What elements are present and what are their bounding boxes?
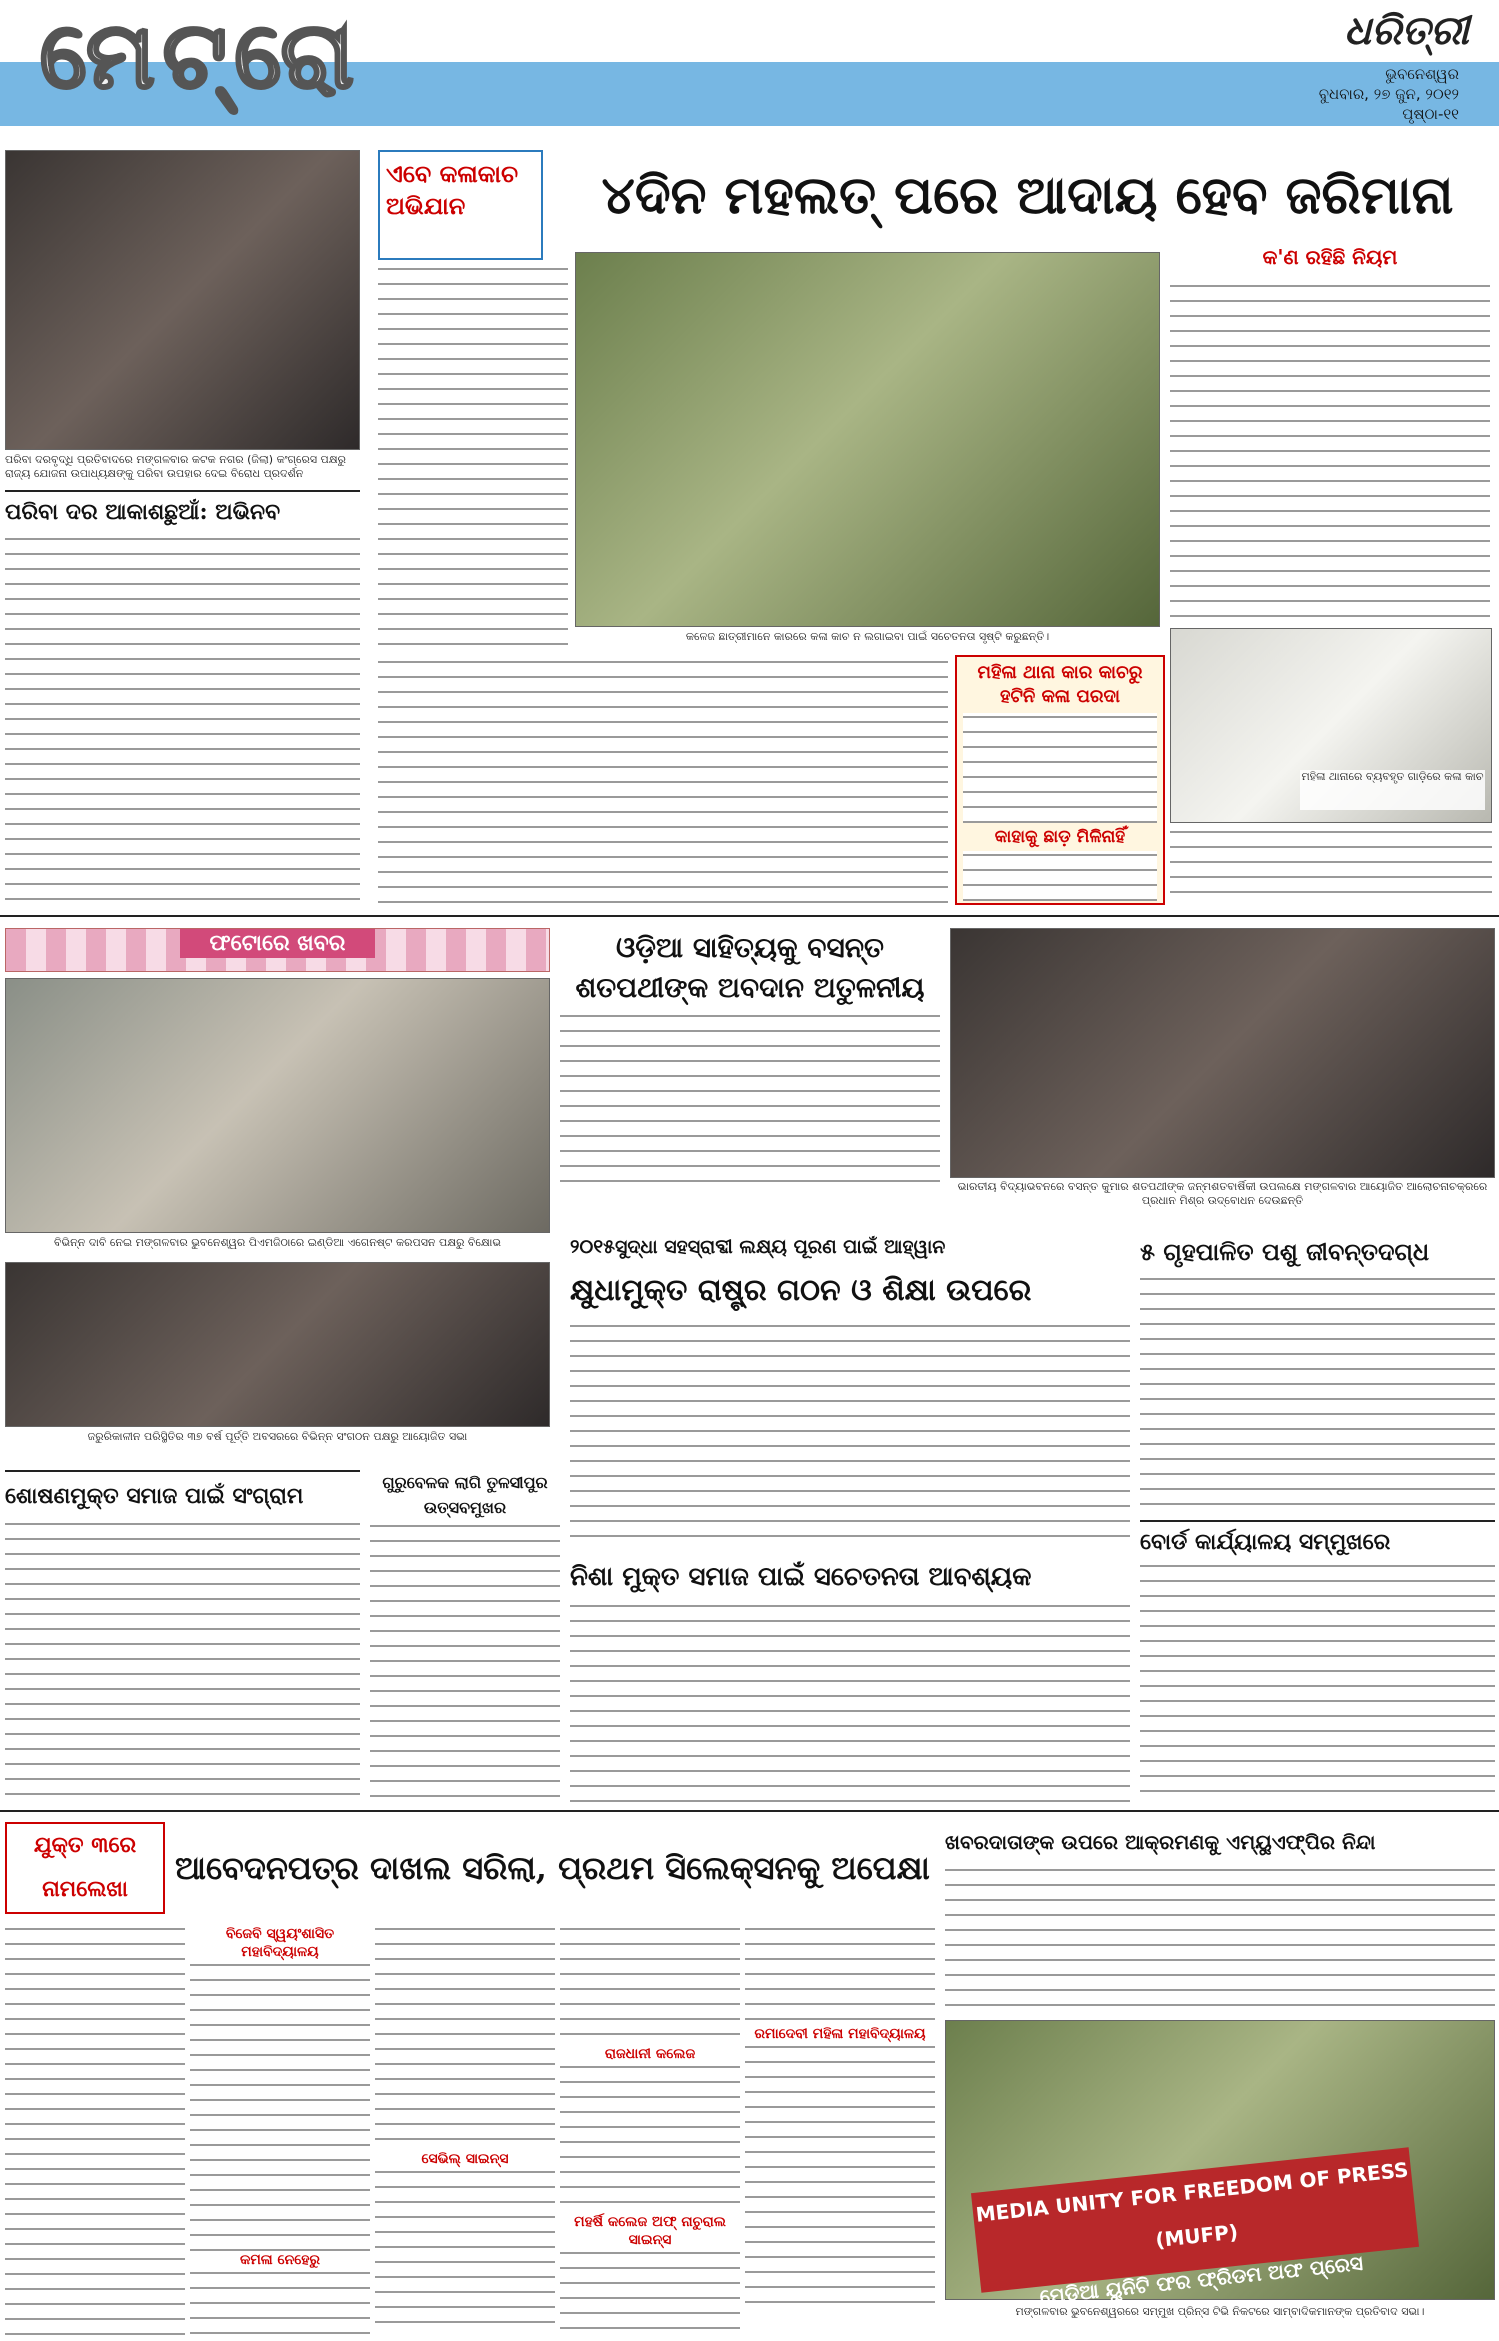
cattle-headline: ୫ ଗୃହପାଳିତ ପଶୁ ଜୀବନ୍ତଦଗ୍ଧ bbox=[1140, 1237, 1430, 1266]
fine-body-col2 bbox=[378, 658, 948, 908]
city: ଭୁବନେଶ୍ୱର bbox=[1385, 65, 1459, 83]
fare-body bbox=[5, 535, 360, 905]
fine-headline: ୪ଦିନ ମହଲତ୍ ପରେ ଆଦାୟ ହେବ ଜରିମାନା bbox=[601, 165, 1454, 226]
plus3-subhead-3: ରମାଦେବୀ ମହିଳା ମହାବିଦ୍ୟାଳୟ bbox=[754, 2026, 926, 2042]
tulasi-headline: ଗୁରୁବେଳକ ଲାଗି ତୁଳସୀପୁର ଉତ୍ସବମୁଖର bbox=[382, 1473, 548, 1517]
fine-photo-caption: କଳେଜ ଛାତ୍ରୀମାନେ କାରରେ କଳା କାଚ ନ ଲଗାଇବା ପାଇଁ ସଚେତନତା ସୃଷ୍ଟି କରୁଛନ୍ତି। bbox=[685, 630, 1050, 643]
goals-body bbox=[570, 1322, 1130, 1547]
photo-news-caption-2: ଜରୁରିକାଳୀନ ପରିସ୍ଥିତିର ୩୭ ବର୍ଷ ପୂର୍ତ୍ତି ଅବସରରେ ବିଭିନ୍ନ ସଂଗଠନ ପକ୍ଷରୁ ଆୟୋଜିତ ସଭା bbox=[87, 1430, 468, 1443]
vasant-headline: ଓଡ଼ିଆ ସାହିତ୍ୟକୁ ବସନ୍ତ ଶତପଥୀଙ୍କ ଅବଦାନ ଅତୁଳନୀୟ bbox=[575, 931, 925, 1004]
fare-photo bbox=[5, 150, 360, 450]
plus3-body-col5a bbox=[745, 1925, 935, 2025]
plus3-col3 bbox=[375, 1925, 555, 2335]
women-police-box-body2 bbox=[963, 851, 1157, 901]
exploit-headline: ଶୋଷଣମୁକ୍ତ ସମାଜ ପାଇଁ ସଂଗ୍ରାମ bbox=[5, 1470, 360, 1518]
women-police-box-title: ମହିଳା ଥାନା କାର କାଚରୁ ହଟିନି କଳା ପରଦା bbox=[977, 662, 1143, 707]
plus3-body-col4a bbox=[560, 1925, 740, 2045]
plus3-body-col2b bbox=[190, 2269, 370, 2339]
fine-body-col1 bbox=[378, 265, 568, 665]
plus3-subhead-2: ରାଜଧାନୀ କଲେଜ bbox=[604, 2046, 696, 2062]
fine-body-col3 bbox=[1170, 828, 1492, 906]
page-number: ପୃଷ୍ଠା-୧୧ bbox=[1402, 105, 1459, 123]
plus3-body-col5b bbox=[745, 2043, 935, 2313]
masthead: ମେଟ୍ରୋ bbox=[40, 1, 362, 109]
date: ବୁଧବାର, ୨୭ ଜୁନ, ୨୦୧୨ bbox=[1318, 85, 1459, 103]
women-police-box-body bbox=[963, 713, 1157, 823]
fare-photo-caption: ପରିବା ଦରବୃଦ୍ଧି ପ୍ରତିବାଦରେ ମଙ୍ଗଳବାର କଟକ ନଗର (ଜିଲା) କଂଗ୍ରେସ ପକ୍ଷରୁ ରାଜ୍ୟ ଯୋଜନା ଉପାଧ୍ୟକ୍ଷଙ୍କୁ ପରିବା ଉପହାର ଦେଇ ବିରୋଧ ପ୍ରଦର୍ଶନ bbox=[5, 453, 346, 480]
photo-news-image-2 bbox=[5, 1262, 550, 1427]
goals-kicker: ୨୦୧୫ସୁଦ୍ଧା ସହସ୍ରାବ୍ଦୀ ଲକ୍ଷ୍ୟ ପୂରଣ ପାଇଁ ଆହ୍ୱାନ bbox=[570, 1236, 946, 1258]
plus3-tag: ଯୁକ୍ତ ୩ରେ ନାମଲେଖା bbox=[5, 1822, 165, 1914]
board-body bbox=[1140, 1562, 1495, 1802]
mufp-banner-text: MEDIA UNITY FOR FREEDOM OF PRESS (MUFP) bbox=[974, 2157, 1410, 2253]
plus3-headline: ଆବେଦନପତ୍ର ଦାଖଲ ସରିଲା, ପ୍ରଥମ ସିଲେକ୍ସନକୁ ଅପେକ୍ଷା bbox=[175, 1849, 930, 1887]
nisha-body bbox=[570, 1602, 1130, 1802]
plus3-col5 bbox=[745, 1925, 935, 2335]
plus3-body-col1 bbox=[5, 1925, 185, 2335]
police-car-caption: ମହିଳା ଥାନାରେ ବ୍ୟବହୃତ ଗାଡ଼ିରେ କଳା କାଚ bbox=[1300, 770, 1485, 810]
rules-title: କ'ଣ ରହିଛି ନିୟମ bbox=[1262, 245, 1398, 269]
women-police-box bbox=[955, 655, 1165, 905]
plus3-body-col3a bbox=[375, 1925, 555, 2150]
mufp-body bbox=[945, 1866, 1495, 2016]
rules-body bbox=[1170, 282, 1490, 617]
brand-logo: ଧରିତ୍ରୀ bbox=[1344, 8, 1469, 54]
mufp-headline: ଖବରଦାତାଙ୍କ ଉପରେ ଆକ୍ରମଣକୁ ଏମ୍‌ୟୁଏଫ୍‌ପିର ନିନ୍ଦା bbox=[945, 1830, 1376, 1854]
tulasi-body bbox=[370, 1522, 560, 1802]
plus3-subhead-6: ସେଭିଲ୍ ସାଇନ୍ସ bbox=[421, 2151, 509, 2167]
divider bbox=[0, 1810, 1499, 1812]
board-headline: ବୋର୍ଡ କାର୍ଯ୍ୟାଳୟ ସମ୍ମୁଖରେ bbox=[1140, 1520, 1495, 1560]
plus3-col2 bbox=[190, 1925, 370, 2335]
cattle-body bbox=[1140, 1275, 1495, 1515]
vasant-body bbox=[560, 1012, 940, 1187]
photo-news-banner bbox=[5, 928, 550, 972]
plus3-body-col3b bbox=[375, 2168, 555, 2328]
women-police-box-subtitle: କାହାକୁ ଛାଡ଼ ମିଳିନାହିଁ bbox=[994, 827, 1126, 847]
plus3-subhead-1: ବିଜେବି ସ୍ୱୟଂଶାସିତ ମହାବିଦ୍ୟାଳୟ bbox=[225, 1926, 335, 1960]
photo-news-image-1 bbox=[5, 978, 550, 1233]
fine-photo bbox=[575, 252, 1160, 627]
photo-news-caption-1: ବିଭିନ୍ନ ଦାବି ନେଇ ମଙ୍ଗଳବାର ଭୁବନେଶ୍ୱର ପିଏମଜିଠାରେ ଇଣ୍ଡିଆ ଏଗେନଷ୍ଟ କରପସନ ପକ୍ଷରୁ ବିକ୍ଷୋଭ bbox=[54, 1236, 501, 1249]
vasant-photo bbox=[950, 928, 1495, 1178]
goals-headline: କ୍ଷୁଧାମୁକ୍ତ ରାଷ୍ଟ୍ର ଗଠନ ଓ ଶିକ୍ଷା ଉପରେ bbox=[570, 1273, 1032, 1308]
dateline bbox=[1039, 64, 1459, 124]
exploit-body bbox=[5, 1520, 360, 1800]
nisha-headline: ନିଶା ମୁକ୍ତ ସମାଜ ପାଇଁ ସଚେତନତା ଆବଶ୍ୟକ bbox=[570, 1562, 1032, 1592]
mufp-photo-caption: ମଙ୍ଗଳବାର ଭୁବନେଶ୍ୱରରେ ସମ୍ମୁଖ ପ୍ରିନ୍ସ ଟିଭି ନିକଟରେ ସାମ୍ବାଦିକମାନଙ୍କ ପ୍ରତିବାଦ ସଭା। bbox=[1015, 2305, 1425, 2318]
mufp-banner-odia: ମେଡିଆ ୟୁନିଟି ଫର ଫ୍ରିଡମ ଅଫ ପ୍ରେସ bbox=[1038, 2250, 1365, 2309]
fine-tag: ଏବେ କଳାକାଚ ଅଭିଯାନ bbox=[378, 150, 543, 260]
plus3-col4 bbox=[560, 1925, 740, 2335]
plus3-body-col2a bbox=[190, 1961, 370, 2251]
plus3-body-col4c bbox=[560, 2249, 740, 2339]
photo-news-title: ଫଟୋରେ ଖବର bbox=[180, 929, 376, 958]
fare-headline: ପରିବା ଦର ଆକାଶଛୁଆଁ: ଅଭିନବ bbox=[5, 490, 360, 530]
plus3-subhead-5: କମଳା ନେହେରୁ bbox=[239, 2252, 321, 2268]
vasant-photo-caption: ଭାରତୀୟ ବିଦ୍ୟାଭବନରେ ବସନ୍ତ କୁମାର ଶତପଥୀଙ୍କ ଜନ୍ମଶତବାର୍ଷିକୀ ଉପଲକ୍ଷେ ମଙ୍ଗଳବାର ଆୟୋଜିତ ଆଲୋଚନାଚକ୍ରରେ ପ୍ରଧାନ ମିଶ୍ର ଉଦ୍‌ବୋଧନ ଦେଉଛନ୍ତି bbox=[957, 1180, 1488, 1207]
plus3-subhead-4: ମହର୍ଷି କଲେଜ ଅଫ୍ ନାଚୁରାଲ ସାଇନ୍ସ bbox=[574, 2214, 726, 2248]
divider bbox=[0, 915, 1499, 917]
plus3-body-col4b bbox=[560, 2063, 740, 2213]
